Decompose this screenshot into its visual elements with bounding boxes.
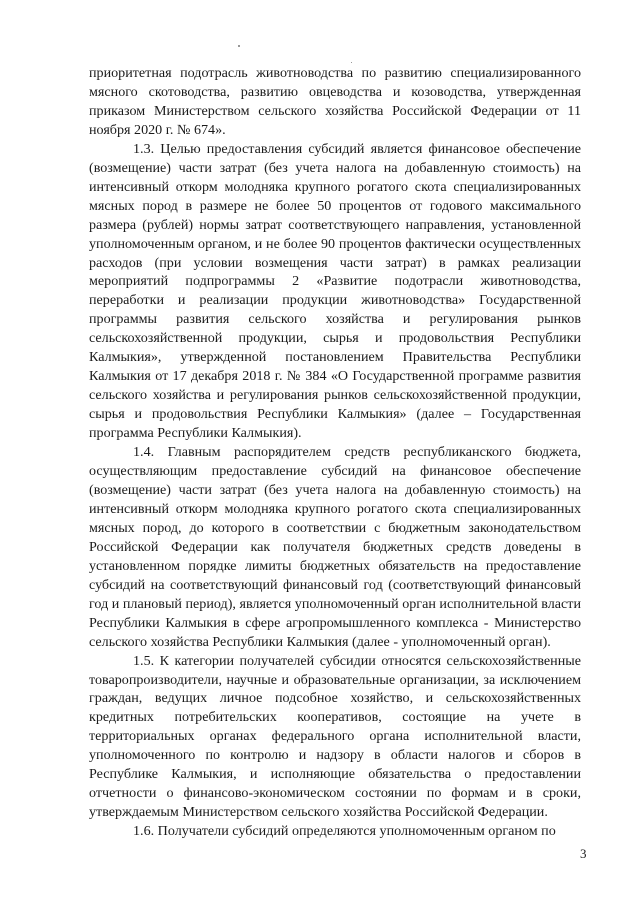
scan-speck (351, 62, 352, 63)
scan-speck (238, 45, 240, 47)
paragraph-1-5: 1.5. К категории получателей субсидии относятся сельскохозяйственные товаропроизводители, научные и образовательные организации, за исключением граждан, ведущих личное подсобное хозяйство, и сельскохозяйственных кредитных потребительских кооперативов, состоящие на учете в территориальных органах федерального органа исполнительной власти, уполномоченного по контролю и надзору в области налогов и сборов в Республике Калмыкия, и исполняющие обязательства о предоставлении отчетности о финансово-экономическом состоянии по формам и в сроки, утверждаемым Министерством сельского хозяйства Российской Федерации. (89, 652, 581, 821)
paragraph-continuation: приоритетная подотрасль животноводства по развитию специализированного мясного скотоводства, развитию овцеводства и козоводства, утвержденная приказом Министерством сельского хозяйства Российской Федерации от 11 ноября 2020 г. № 674». (89, 65, 581, 138)
paragraph-1-6: 1.6. Получатели субсидий определяются уполномоченным органом по (133, 823, 556, 840)
paragraph-1-4: 1.4. Главным распорядителем средств республиканского бюджета, осуществляющим предоставление субсидий на финансовое обеспечение (возмещение) части затрат (без учета налога на добавленную стоимость) на интенсивный откорм молодняка крупного рогатого скота специализированных мясных пород, до которого в соответствии с бюджетным законодательством Российской Федерации как получателя бюджетных средств доведены в установленном порядке лимиты бюджетных обязательств на предоставление субсидий на соответствующий финансовый год (соответствующий финансовый год и плановый период), является уполномоченный орган исполнительной власти Республики Калмыкия в сфере агропромышленного комплекса - Министерство сельского хозяйства Республики Калмыкия (далее - уполномоченный орган). (89, 444, 581, 650)
document-body (89, 64, 581, 841)
paragraph-1-3: 1.3. Целью предоставления субсидий является финансовое обеспечение (возмещение) части затрат (без учета налога на добавленную стоимость) на интенсивный откорм молодняка крупного рогатого скота специализированных мясных пород в размере не более 50 процентов от годового максимального размера (рублей) нормы затрат соответствующего направления, установленной уполномоченным органом, и не более 90 процентов фактически осуществленных расходов (при условии возмещения части затрат) в рамках реализации мероприятий подпрограммы 2 «Развитие подотрасли животноводства, переработки и реализации продукции животноводства» Государственной программы развития сельского хозяйства и регулирования рынков сельскохозяйственной продукции, сырья и продовольствия Республики Калмыкия», утвержденной постановлением Правительства Республики Калмыкия от 17 декабря 2018 г. № 384 «О Государственной программе развития сельского хозяйства и регулирования рынков сельскохозяйственной продукции, сырья и продовольствия Республики Калмыкия» (далее – Государственная программа Республики Калмыкия). (89, 140, 581, 442)
page-number: 3 (580, 846, 587, 861)
